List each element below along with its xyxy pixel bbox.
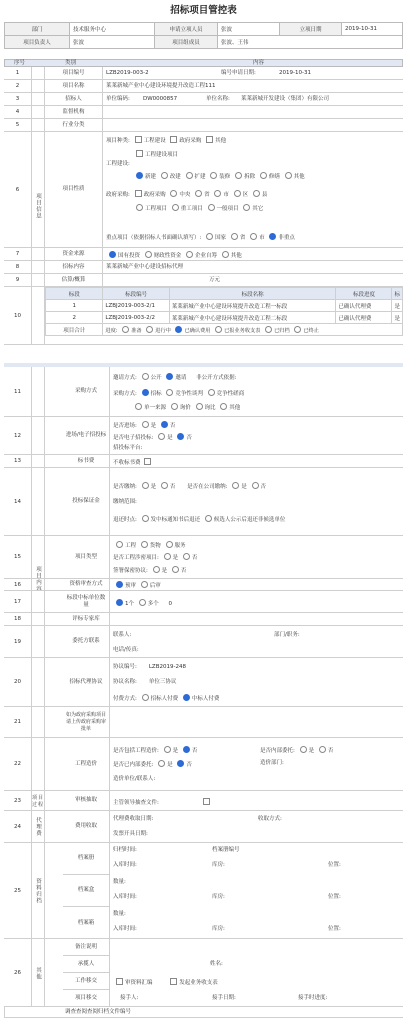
row-label: 招标代理协议 [63, 658, 110, 706]
gov-level-radio[interactable] [214, 190, 221, 197]
tender-content-value[interactable]: 莱莱新城产业中心建设招标代理 [106, 264, 184, 270]
receive-date-label: 接手日期: [212, 995, 236, 1001]
handover-work-label: 工作移交 [63, 973, 110, 990]
lot-flag: 是 [392, 312, 403, 324]
section-process: 项目过程 [31, 791, 45, 811]
invoice-date-label: 发票开具日期: [113, 831, 148, 837]
project-code-value[interactable]: LZB2019-003-2 [106, 70, 149, 76]
gov-level-radio[interactable] [253, 190, 260, 197]
lot-code: LZBJ2019-003-2/2 [103, 312, 169, 324]
build-radio[interactable] [210, 172, 217, 179]
row-project-name [4, 80, 403, 93]
row-number: 7 [4, 248, 32, 260]
row-procurement: 11 采购方式 邀请方式: 公开 邀请 非公开方式依据: 采购方式: 招标 竞争性谈判 竞争性磋商 单一来源 询价 询比 其他 [4, 367, 403, 417]
archive-book-label: 档案册 [63, 843, 110, 875]
estimate-unit: 万元 [209, 277, 221, 283]
row-winner-count: 17 标段中标单位数量 1个 多个 0 [4, 591, 403, 613]
kind-checkbox[interactable] [206, 136, 213, 143]
row-label: 资格审查方式 [63, 579, 110, 590]
applicant-label: 申请立项人员 [155, 23, 218, 36]
yes-radio[interactable] [158, 760, 165, 767]
row-footer [4, 1007, 403, 1018]
footer-label: 调查查阅查阅归档文件编号 [65, 1009, 132, 1015]
gov-type-radio[interactable] [208, 204, 215, 211]
method-radio[interactable] [166, 389, 173, 396]
yes-radio[interactable] [142, 421, 149, 428]
lot-progress: 已确认代理费 [336, 312, 392, 324]
section-agency-fee: 代理费 [31, 811, 45, 843]
key-radio[interactable] [269, 233, 276, 240]
project-name-value[interactable]: 莱莱新城产业中心建设环境提升改造工程111 [106, 83, 216, 89]
receiver-label: 接手人: [120, 995, 139, 1001]
no-radio[interactable] [161, 482, 168, 489]
receive-progress-label: 接手时进度: [298, 995, 328, 1001]
lots-col: 标 [392, 288, 403, 300]
row-number: 3 [4, 93, 32, 105]
row-number: 2 [4, 80, 32, 92]
yes-radio[interactable] [164, 746, 171, 753]
type-radio[interactable] [141, 541, 148, 548]
lot-name: 莱莱新城产业中心建设环境提升改造工程一标段 [169, 300, 336, 312]
row-number: 5 [4, 119, 32, 131]
row-label: 工程造价 [63, 738, 110, 790]
column-header [4, 59, 403, 67]
team-label: 项目组成员 [155, 36, 218, 49]
lots-col: 标段进度 [336, 288, 392, 300]
row-number: 14 [4, 468, 32, 535]
build-radio[interactable] [161, 172, 168, 179]
row-number: 9 [4, 274, 32, 286]
doc-fee-checkbox[interactable] [144, 458, 151, 465]
row-client-contact [4, 626, 403, 658]
build-radio[interactable] [260, 172, 267, 179]
row-gov-approval [4, 707, 403, 738]
row-project-code [4, 67, 403, 80]
lot-index: 1 [46, 300, 103, 312]
progress-label: 项目合计 [46, 324, 103, 336]
col-category: 类别 [65, 60, 77, 66]
handover-checkbox[interactable] [116, 978, 123, 985]
key-radio[interactable] [206, 233, 213, 240]
section-archive: 资料归档 [31, 843, 45, 939]
stage-radio[interactable] [122, 326, 129, 333]
build-label: 工程建设: [106, 161, 130, 167]
stage-radio[interactable] [215, 326, 222, 333]
yes-radio[interactable] [164, 553, 171, 560]
agreement-name[interactable]: 单位三协议 [148, 679, 177, 685]
row-fee [4, 811, 403, 843]
handover-project-label: 项目移交 [63, 990, 110, 1007]
row-label: 采购方式 [63, 367, 110, 416]
invite-radio[interactable] [166, 373, 173, 380]
lot-progress: 已确认代理费 [336, 300, 392, 312]
yes-radio[interactable] [153, 566, 160, 573]
row-number: 25 [4, 843, 32, 938]
pay-radio[interactable] [142, 694, 149, 701]
row-cost: 22 工程造价 是否包括工程造价: 是 否 是否内部委托: 是 否 是否已内部委托: 是 否 造价部门: 造价单位/联系人: [4, 738, 403, 791]
row-number: 6 [4, 132, 32, 247]
agreement-code[interactable]: LZB2019-248 [148, 664, 186, 670]
row-qualification: 16 资格审查方式 预审 后审 [4, 579, 403, 591]
no-radio[interactable] [183, 553, 190, 560]
contact-dept-label: 部门/职务: [274, 632, 300, 638]
row-label: 招标内容 [45, 261, 103, 273]
row-number: 16 [4, 579, 32, 590]
date-label: 立项日期 [280, 23, 342, 36]
no-radio[interactable] [252, 482, 259, 489]
build-radio[interactable] [235, 172, 242, 179]
qual-radio[interactable] [141, 581, 148, 588]
key-project-label: 重点项目（依据招标人书面确认填写）: [106, 235, 202, 241]
build-radio[interactable] [186, 172, 193, 179]
cost-unit-label: 造价单位/联系人: [113, 776, 156, 782]
row-e-tender: 12 进场/电子招投标 是否进场: 是 否 是否电子招投标: 是 否 招投标平台: [4, 417, 403, 455]
stage-radio[interactable] [294, 326, 301, 333]
kind-label: 项目种类: [106, 138, 130, 144]
row-number: 20 [4, 658, 32, 706]
row-agency-agreement: 20 招标代理协议 协议编号: LZB2019-248 协议名称: 单位三协议 付费方式: 招标人付费 中标人付费 [4, 658, 403, 707]
gov-checkbox[interactable] [135, 190, 142, 197]
kind-checkbox[interactable] [170, 136, 177, 143]
stage-radio[interactable] [265, 326, 272, 333]
dept-label: 部门 [5, 23, 70, 36]
unit-name-label: 单位名称: [206, 96, 230, 102]
team-field[interactable]: 张波、王伟 [218, 36, 403, 49]
progress-prefix: 进度: [105, 327, 118, 334]
archive-crate-label: 档案箱 [63, 907, 110, 939]
row-number: 10 [4, 287, 32, 344]
method-radio[interactable] [171, 403, 178, 410]
method-radio[interactable] [196, 403, 203, 410]
row-label: 项目名称 [45, 80, 103, 92]
row-number: 1 [4, 67, 32, 79]
row-label: 费用收取 [63, 811, 110, 842]
row-number: 19 [4, 626, 32, 657]
audit-checkbox[interactable] [203, 798, 210, 805]
row-number: 22 [4, 738, 32, 790]
platform-label: 招投标平台: [113, 445, 143, 451]
row-doc-fee: 13 标书费 不收标书费 [4, 455, 403, 468]
col-content: 内容 [253, 60, 265, 66]
row-number: 21 [4, 707, 32, 737]
lot-flag: 是 [392, 300, 403, 312]
winner-radio[interactable] [139, 599, 146, 606]
row-label: 项目性质 [45, 132, 103, 247]
contractor-name-label: 姓名: [210, 961, 223, 967]
row-label: 项目类型 [63, 536, 110, 578]
type-radio[interactable] [116, 541, 123, 548]
row-label: 投标保证金 [63, 468, 110, 535]
yes-radio[interactable] [158, 433, 165, 440]
dept-field[interactable]: 技术服务中心 [70, 23, 155, 36]
row-expert-pool [4, 613, 403, 626]
build-radio[interactable] [136, 172, 143, 179]
gov-type-radio[interactable] [172, 204, 179, 211]
key-radio[interactable] [231, 233, 238, 240]
build-radio[interactable] [285, 172, 292, 179]
gov-level-radio[interactable] [195, 190, 202, 197]
no-radio[interactable] [172, 566, 179, 573]
row-project-nature: 6 项目性质 项目种类: 工程建设 政府采购 其他 工程建设项目 工程建设: 新建 改建 扩建 装修 拆除 修缮 其他 政府采购: 政府采购 中央 省 市 区 县 工程项目 重工项目 一般项目 其它 重点项目（依据招标人书面确认填写）: 国家 省 市 非重点 [4, 132, 403, 248]
row-label: 审核抽取 [63, 791, 110, 810]
applicant-field[interactable]: 张波 [218, 23, 280, 36]
fee-method-label: 收取方式: [258, 816, 282, 822]
lots-col: 标段名称 [169, 288, 336, 300]
row-number: 24 [4, 811, 32, 842]
row-number: 23 [4, 791, 32, 810]
row-tender-content [4, 261, 403, 274]
gov-level-radio[interactable] [170, 190, 177, 197]
header-table [4, 22, 403, 49]
fund-radio[interactable] [222, 251, 229, 258]
type-radio[interactable] [166, 541, 173, 548]
lots-col: 标段 [46, 288, 103, 300]
archive-box-label: 档案盒 [63, 875, 110, 907]
method-radio[interactable] [142, 389, 149, 396]
row-tenderer [4, 93, 403, 106]
no-radio[interactable] [177, 433, 184, 440]
section-info: 项目信息 [31, 67, 45, 345]
deposit-range-label: 缴纳范围: [113, 499, 137, 505]
code-date-value[interactable]: 2019-10-31 [279, 70, 311, 76]
invite-radio[interactable] [142, 373, 149, 380]
row-number: 18 [4, 613, 32, 625]
unit-code-label: 单位编码: [106, 96, 130, 102]
winner-count[interactable]: 0 [168, 601, 173, 607]
row-estimate [4, 274, 403, 287]
stage-radio[interactable] [175, 326, 182, 333]
refund-radio[interactable] [142, 515, 149, 522]
row-number: 15 [4, 536, 32, 578]
date-field[interactable]: 2019-10-31 [342, 23, 403, 36]
row-project-type: 15 项目类型 工程 货物 服务 是否工程涉密项目: 是 否 签署保密协议: 是 否 [4, 536, 403, 579]
page-title: 招标项目管控表 [170, 5, 237, 16]
row-supervisor [4, 106, 403, 119]
remark-label: 备注说明 [63, 939, 110, 956]
yes-radio[interactable] [300, 746, 307, 753]
table-row[interactable] [46, 312, 403, 324]
no-radio[interactable] [177, 760, 184, 767]
row-number: 26 [4, 939, 32, 1006]
handover-checkbox[interactable] [170, 978, 177, 985]
lot-code: LZBJ2019-003-2/1 [103, 300, 169, 312]
row-label: 评标专家库 [63, 613, 110, 625]
row-deposit: 14 投标保证金 是否缴纳: 是 否 是否在公司缴纳: 是 否 缴纳范围: 退还时点: 发中标通知书后退还 候选人公示后退还非候选单位 [4, 468, 403, 536]
build-project-checkbox[interactable] [136, 150, 143, 157]
no-radio[interactable] [183, 746, 190, 753]
row-label: 标书费 [63, 455, 110, 467]
row-label: 招标人 [45, 93, 103, 105]
row-number: 11 [4, 367, 32, 416]
row-label: 进场/电子招投标 [63, 417, 110, 454]
method-radio[interactable] [135, 403, 142, 410]
pay-radio[interactable] [183, 694, 190, 701]
lot-index: 2 [46, 312, 103, 324]
lots-col: 标段编号 [103, 288, 169, 300]
gov-label: 政府采购: [106, 192, 130, 198]
fund-radio[interactable] [109, 251, 116, 258]
gov-type-radio[interactable] [243, 204, 250, 211]
row-label: 标段中标单位数量 [63, 591, 110, 612]
yes-radio[interactable] [232, 482, 239, 489]
no-radio[interactable] [161, 421, 168, 428]
row-other: 26 备注说明 承揽人 工作移交 项目移交 姓名: 审资料汇编 发起业务收支表 接手人: 接手日期: 接手时进度: [4, 939, 403, 1007]
qual-radio[interactable] [116, 581, 123, 588]
no-radio[interactable] [319, 746, 326, 753]
contact-phone-label: 电话/传真: [113, 647, 139, 653]
yes-radio[interactable] [142, 482, 149, 489]
row-audit: 23 审核抽取 主管领导抽查文件: [4, 791, 403, 811]
row-label: 监督机构 [45, 106, 103, 118]
fee-date-label: 代理费收取日期: [113, 816, 154, 822]
stage-radio[interactable] [146, 326, 153, 333]
row-number: 8 [4, 261, 32, 273]
row-number: 17 [4, 591, 32, 612]
row-label: 委托方联系 [63, 626, 110, 657]
contact-label: 联系人: [113, 632, 132, 638]
lot-name: 莱莱新城产业中心建设环境提升改造工程二标段 [169, 312, 336, 324]
row-industry [4, 119, 403, 132]
fund-radio[interactable] [145, 251, 152, 258]
row-lots [4, 287, 403, 345]
section-other: 其他 [31, 939, 45, 1007]
row-number: 4 [4, 106, 32, 118]
unit-code-value[interactable]: DW0000857 [143, 96, 178, 102]
row-number: 13 [4, 455, 32, 467]
kind-checkbox[interactable] [135, 136, 142, 143]
pm-field[interactable]: 张波 [70, 36, 155, 49]
gov-level-radio[interactable] [234, 190, 241, 197]
table-row[interactable] [46, 300, 403, 312]
col-no: 序号 [14, 60, 26, 66]
key-radio[interactable] [250, 233, 257, 240]
fund-radio[interactable] [186, 251, 193, 258]
row-number: 12 [4, 417, 32, 454]
row-label: 如为政府采购项目请上传政府采购审批单 [63, 707, 110, 737]
gov-type-radio[interactable] [136, 204, 143, 211]
refund-radio[interactable] [205, 515, 212, 522]
code-date-label: 编号申请日期: [221, 70, 256, 76]
lots-table: 标段 标段编号 标段名称 标段进度 标 1 LZBJ2019-003-2/1 莱莱新城产业中心建设环境提升改造工程一标段 已确认代理费 是 2 LZBJ2019-003-2/2 莱莱新城产业中心建设环境提升改造工程二标段 已确认代理费 是 项目合计 进度: 准备 进行中 已确认费用 已报业务收支表 已归档 已终止 [45, 287, 403, 336]
section-content: 项目内容 [31, 367, 45, 791]
row-fund-source: 7 资金来源 国有投资 财政性资金 企业自筹 其他 [4, 248, 403, 261]
method-radio[interactable] [220, 403, 227, 410]
row-archive: 25 档案册 档案盒 档案箱 归档时间: 档案册编号 入库时间: 库房: 位置: 数量: 入库时间: 库房: 位置: 数量: 入库时间: 库房: 位置: [4, 843, 403, 939]
unit-name-value[interactable]: 莱莱新城开发建设（集团）有限公司 [241, 96, 330, 102]
row-label: 项目编号 [45, 67, 103, 79]
row-label: 行业分类 [45, 119, 103, 131]
cost-dept-label: 造价部门: [260, 760, 284, 766]
contractor-label: 承揽人 [63, 956, 110, 973]
row-label: 估算/概算 [45, 274, 103, 286]
row-label: 资金来源 [45, 248, 103, 260]
method-radio[interactable] [208, 389, 215, 396]
pm-label: 项目负责人 [5, 36, 70, 49]
winner-radio[interactable] [116, 599, 123, 606]
